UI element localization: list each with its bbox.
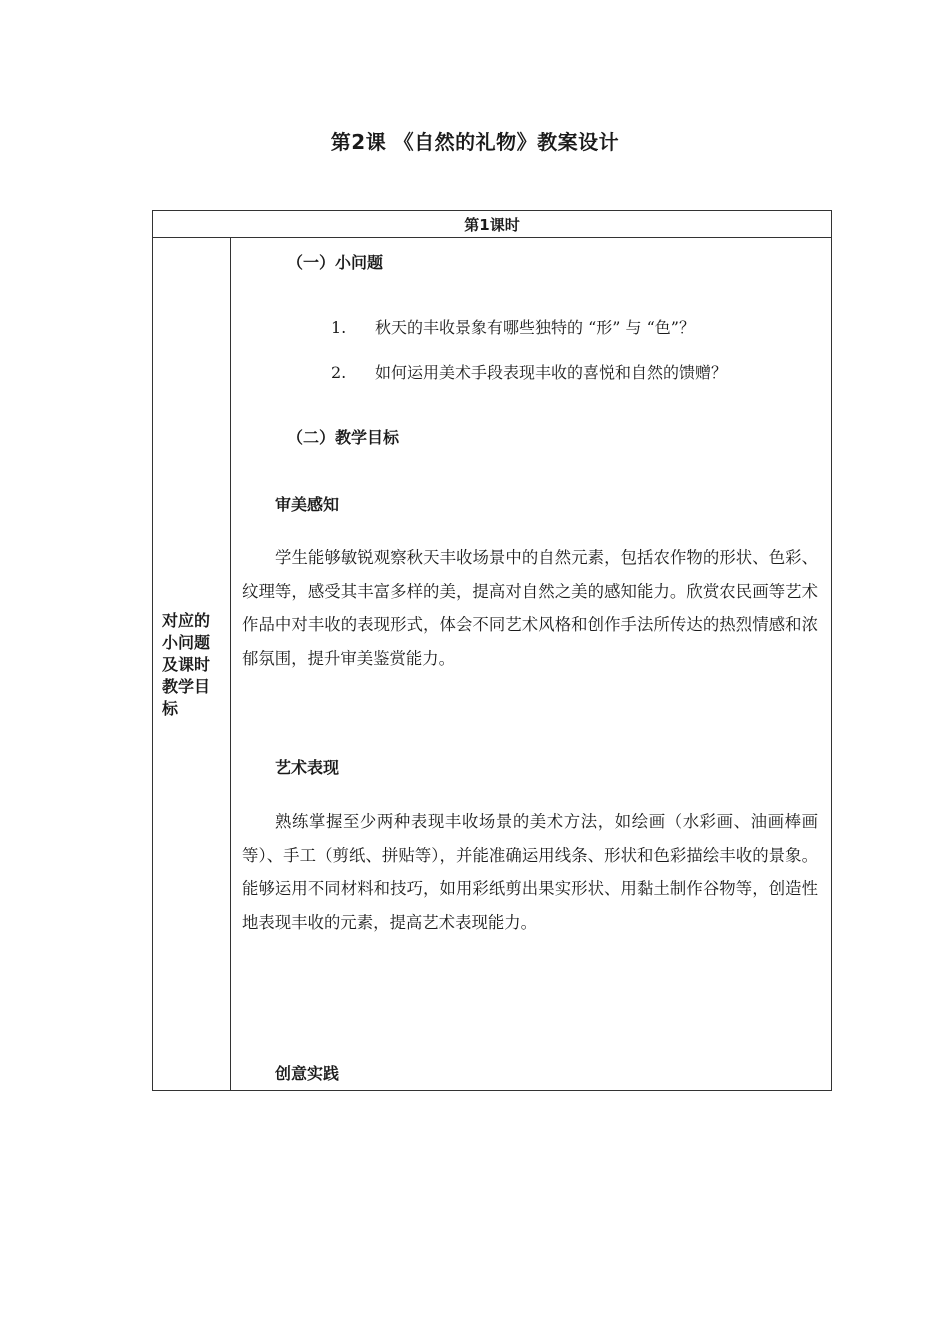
question-item — [331, 317, 695, 339]
question-item — [331, 362, 727, 384]
section-heading-questions: （一）小问题 — [287, 253, 384, 272]
left-label: 对应的小问题及课时教学目标 — [162, 611, 211, 718]
table-header-session: 第1课时 — [153, 211, 831, 238]
content-cell — [231, 238, 831, 1090]
page-title: 第2课 《自然的礼物》教案设计 — [330, 130, 620, 154]
goal-heading-aesthetic: 审美感知 — [275, 495, 340, 514]
goal-heading-creative: 创意实践 — [275, 1064, 340, 1083]
question-text: 如何运用美术手段表现丰收的喜悦和自然的馈赠？ — [375, 363, 728, 382]
question-text: 秋天的丰收景象有哪些独特的 “形” 与 “色”？ — [375, 318, 695, 337]
section-heading-goals: （二）教学目标 — [287, 428, 400, 447]
goal-heading-expression: 艺术表现 — [275, 758, 340, 777]
lesson-plan-table — [152, 210, 832, 1091]
question-number: 1. — [331, 318, 347, 337]
goal-body-aesthetic: 学生能够敏锐观察秋天丰收场景中的自然元素，包括农作物的形状、色彩、纹理等，感受其丰富多样的美，提高对自然之美的感知能力。欣赏农民画等艺术作品中对丰收的表现形式，体会不同艺术风格和创作手法所传达的热烈情感和浓郁氛围，提升审美鉴赏能力。 — [242, 548, 818, 668]
question-number: 2. — [331, 363, 347, 382]
left-label-cell — [153, 238, 231, 1090]
goal-body-expression: 熟练掌握至少两种表现丰收场景的美术方法，如绘画（水彩画、油画棒画等）、手工（剪纸、拼贴等），并能准确运用线条、形状和色彩描绘丰收的景象。能够运用不同材料和技巧，如用彩纸剪出果实形状、用黏土制作谷物等，创造性地表现丰收的元素，提高艺术表现能力。 — [242, 812, 818, 932]
